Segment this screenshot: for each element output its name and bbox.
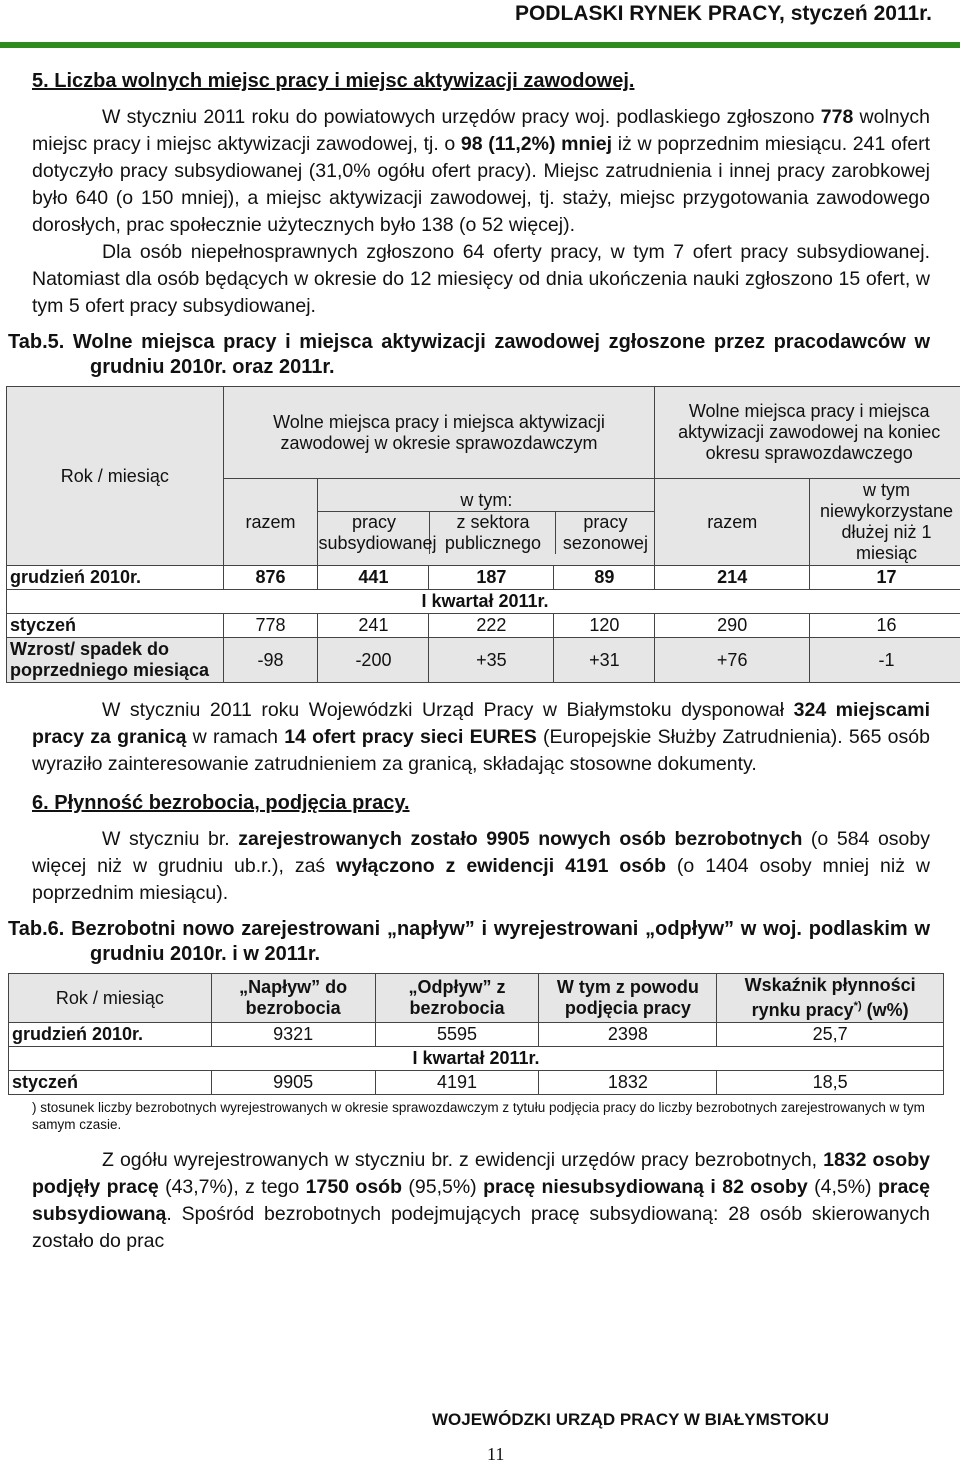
t5-quarter: I kwartał 2011r. bbox=[7, 590, 960, 614]
bold-run: 98 (11,2%) mniej bbox=[461, 133, 612, 155]
text-run: (43,7%), z tego bbox=[159, 1176, 306, 1198]
text-run: W styczniu br. bbox=[102, 828, 238, 850]
t5-row-dec bbox=[7, 566, 960, 590]
text-run: (Europejskie Służby Zatrudnienia). 565 osób wyraziło zainteresowanie zatrudnieniem za granicą, składając stosowne dokumenty. bbox=[32, 726, 930, 775]
t5-header-subgroup bbox=[318, 479, 655, 566]
table-5 bbox=[6, 386, 960, 683]
eures-paragraph bbox=[32, 697, 930, 778]
t5-cell: -1 bbox=[810, 638, 960, 683]
t5-cell: 120 bbox=[554, 614, 655, 638]
t5-header-group1: Wolne miejsca pracy i miejsca aktywizacji zawodowej w okresie sprawozdawczym bbox=[223, 387, 655, 479]
bold-run: 14 ofert pracy sieci EURES bbox=[284, 726, 537, 748]
text-run: w ramach bbox=[186, 726, 284, 748]
t5-cell: 214 bbox=[655, 566, 810, 590]
page-content bbox=[32, 68, 930, 1255]
section-5-paragraph-2: Dla osób niepełnosprawnych zgłoszono 64 oferty pracy, w tym 7 ofert pracy subsydiowanej. Natomiast dla osób będących w okresie do 12 miesięcy od dnia ukończenia nauki zgłoszono 15 ofert, w tym 5 ofert pracy subsydiowanej. bbox=[32, 239, 930, 320]
table-5-title: Tab.5. Wolne miejsca pracy i miejsca aktywizacji zawodowej zgłoszone przez pracodawców w grudniu 2010r. oraz 2011r. bbox=[8, 330, 930, 380]
t5-row-jan bbox=[7, 614, 960, 638]
t5-cell: 187 bbox=[429, 566, 554, 590]
t5-cell: 17 bbox=[810, 566, 960, 590]
t5-header-niewyk: w tym niewykorzystane dłużej niż 1 miesiąc bbox=[810, 479, 960, 566]
bold-run: 778 bbox=[821, 106, 854, 128]
section-6-paragraph bbox=[32, 826, 930, 907]
text-run: Z ogółu wyrejestrowanych w styczniu br. z ewidencji urzędów pracy bezrobotnych, bbox=[102, 1149, 823, 1171]
t5-cell: 876 bbox=[223, 566, 318, 590]
t6-cell: 18,5 bbox=[717, 1071, 944, 1095]
t5-cell: 16 bbox=[810, 614, 960, 638]
t5-cell: +31 bbox=[554, 638, 655, 683]
t5-cell: 778 bbox=[223, 614, 318, 638]
bold-run: 1750 osób bbox=[306, 1176, 402, 1198]
t6-cell: 9321 bbox=[211, 1023, 375, 1047]
t5-header-razem: razem bbox=[223, 479, 318, 566]
t5-header-subcols bbox=[318, 512, 654, 554]
t6-header-odplyw: „Odpływ” z bezrobocia bbox=[375, 974, 539, 1023]
text-run: (95,5%) bbox=[402, 1176, 483, 1198]
footnote-marker: *) bbox=[854, 1000, 862, 1012]
text-run: (w%) bbox=[862, 1000, 909, 1020]
table-6-footnote: ) stosunek liczby bezrobotnych wyrejestrowanych w okresie sprawozdawczym z tytułu podjęcia pracy do liczby bezrobotnych zarejestrowanych w tym samym czasie. bbox=[32, 1099, 930, 1133]
t6-cell: 25,7 bbox=[717, 1023, 944, 1047]
t5-cell: -98 bbox=[223, 638, 318, 683]
t5-header-rok: Rok / miesiąc bbox=[7, 387, 224, 566]
t6-row-jan bbox=[9, 1071, 944, 1095]
section-5-paragraph-1 bbox=[32, 104, 930, 239]
t6-quarter: I kwartał 2011r. bbox=[9, 1047, 944, 1071]
t6-header-wskaznik bbox=[717, 974, 944, 1023]
t5-cell: 222 bbox=[429, 614, 554, 638]
bold-run: 324 miejscami pracy za granicą bbox=[32, 699, 930, 748]
t6-row-label: styczeń bbox=[9, 1071, 212, 1095]
t5-row-label: styczeń bbox=[7, 614, 224, 638]
section-5-heading: 5. Liczba wolnych miejsc pracy i miejsc aktywizacji zawodowej. bbox=[32, 68, 930, 94]
t5-header-wtym: w tym: bbox=[318, 490, 654, 512]
text-run: (o 584 osoby więcej niż w grudniu ub.r.), zaś bbox=[32, 828, 930, 877]
t6-cell: 4191 bbox=[375, 1071, 539, 1095]
text-run: (o 1404 osoby mniej niż w poprzednim miesiącu). bbox=[32, 855, 930, 904]
table-6-title: Tab.6. Bezrobotni nowo zarejestrowani „napływ” i wyrejestrowani „odpływ” w woj. podlaskim w grudniu 2010r. i w 2011r. bbox=[8, 917, 930, 967]
t6-cell: 2398 bbox=[539, 1023, 717, 1047]
t5-header-subs: pracy subsydiowanej bbox=[318, 512, 430, 554]
t6-row-label: grudzień 2010r. bbox=[9, 1023, 212, 1047]
t5-cell: 441 bbox=[318, 566, 429, 590]
bold-run: pracę subsydiowaną bbox=[32, 1176, 930, 1225]
t6-header-rok: Rok / miesiąc bbox=[9, 974, 212, 1023]
text-run: (4,5%) bbox=[808, 1176, 878, 1198]
t5-cell: 290 bbox=[655, 614, 810, 638]
t5-cell: +76 bbox=[655, 638, 810, 683]
t5-cell: -200 bbox=[318, 638, 429, 683]
header-title: PODLASKI RYNEK PRACY, styczeń 2011r. bbox=[515, 2, 932, 26]
last-paragraph bbox=[32, 1147, 930, 1255]
footer-title: WOJEWÓDZKI URZĄD PRACY W BIAŁYMSTOKU bbox=[432, 1410, 829, 1430]
text-run: W styczniu 2011 roku Wojewódzki Urząd Pracy w Białymstoku dysponował bbox=[102, 699, 794, 721]
text-run: wolnych miejsc pracy i miejsc aktywizacji zawodowej, tj. o bbox=[32, 106, 930, 155]
header-rule bbox=[0, 42, 960, 48]
t5-row-label: grudzień 2010r. bbox=[7, 566, 224, 590]
t5-cell: 241 bbox=[318, 614, 429, 638]
t6-cell: 5595 bbox=[375, 1023, 539, 1047]
t5-header-razem2: razem bbox=[655, 479, 810, 566]
table-6 bbox=[8, 973, 944, 1095]
t5-row-diff bbox=[7, 638, 960, 683]
t5-row-label: Wzrost/ spadek do poprzedniego miesiąca bbox=[7, 638, 224, 683]
bold-run: zarejestrowanych zostało 9905 nowych osób bezrobotnych bbox=[238, 828, 802, 850]
text-run: Wskaźnik płynności rynku pracy bbox=[745, 975, 916, 1020]
text-run: W styczniu 2011 roku do powiatowych urzędów pracy woj. podlaskiego zgłoszono bbox=[102, 106, 821, 128]
t6-row-dec bbox=[9, 1023, 944, 1047]
t5-cell: 89 bbox=[554, 566, 655, 590]
t5-cell: +35 bbox=[429, 638, 554, 683]
text-run: iż w poprzednim miesiącu. 241 ofert dotyczyło pracy subsydiowanej (31,0% ogółu ofert pracy). Miejsc zatrudnienia i innej pracy zarobkowej było 640 (o 150 mniej), a miejsc aktywizacji zawodowej, tj. staży, miejsc przygotowania zawodowego dorosłych, prac społecznie użytecznych było 138 (o 52 więcej). bbox=[32, 133, 930, 236]
t6-header-naplyw: „Napływ” do bezrobocia bbox=[211, 974, 375, 1023]
section-6-heading: 6. Płynność bezrobocia, podjęcia pracy. bbox=[32, 790, 930, 816]
t5-header-sezon: pracy sezonowej bbox=[556, 512, 654, 554]
t6-header-podjecia: W tym z powodu podjęcia pracy bbox=[539, 974, 717, 1023]
t5-header-publ: z sektora publicznego bbox=[430, 512, 556, 554]
bold-run: 1832 osoby podjęły pracę bbox=[32, 1149, 930, 1198]
text-run: . Spośród bezrobotnych podejmujących pracę subsydiowaną: 28 osób skierowanych zostało do prac bbox=[32, 1203, 930, 1252]
page-number: 11 bbox=[487, 1444, 504, 1465]
t6-cell: 9905 bbox=[211, 1071, 375, 1095]
bold-run: pracę niesubsydiowaną i 82 osoby bbox=[483, 1176, 808, 1198]
bold-run: wyłączono z ewidencji 4191 osób bbox=[336, 855, 666, 877]
t6-cell: 1832 bbox=[539, 1071, 717, 1095]
t5-header-group2: Wolne miejsca pracy i miejsca aktywizacji zawodowej na koniec okresu sprawozdawczego bbox=[655, 387, 960, 479]
